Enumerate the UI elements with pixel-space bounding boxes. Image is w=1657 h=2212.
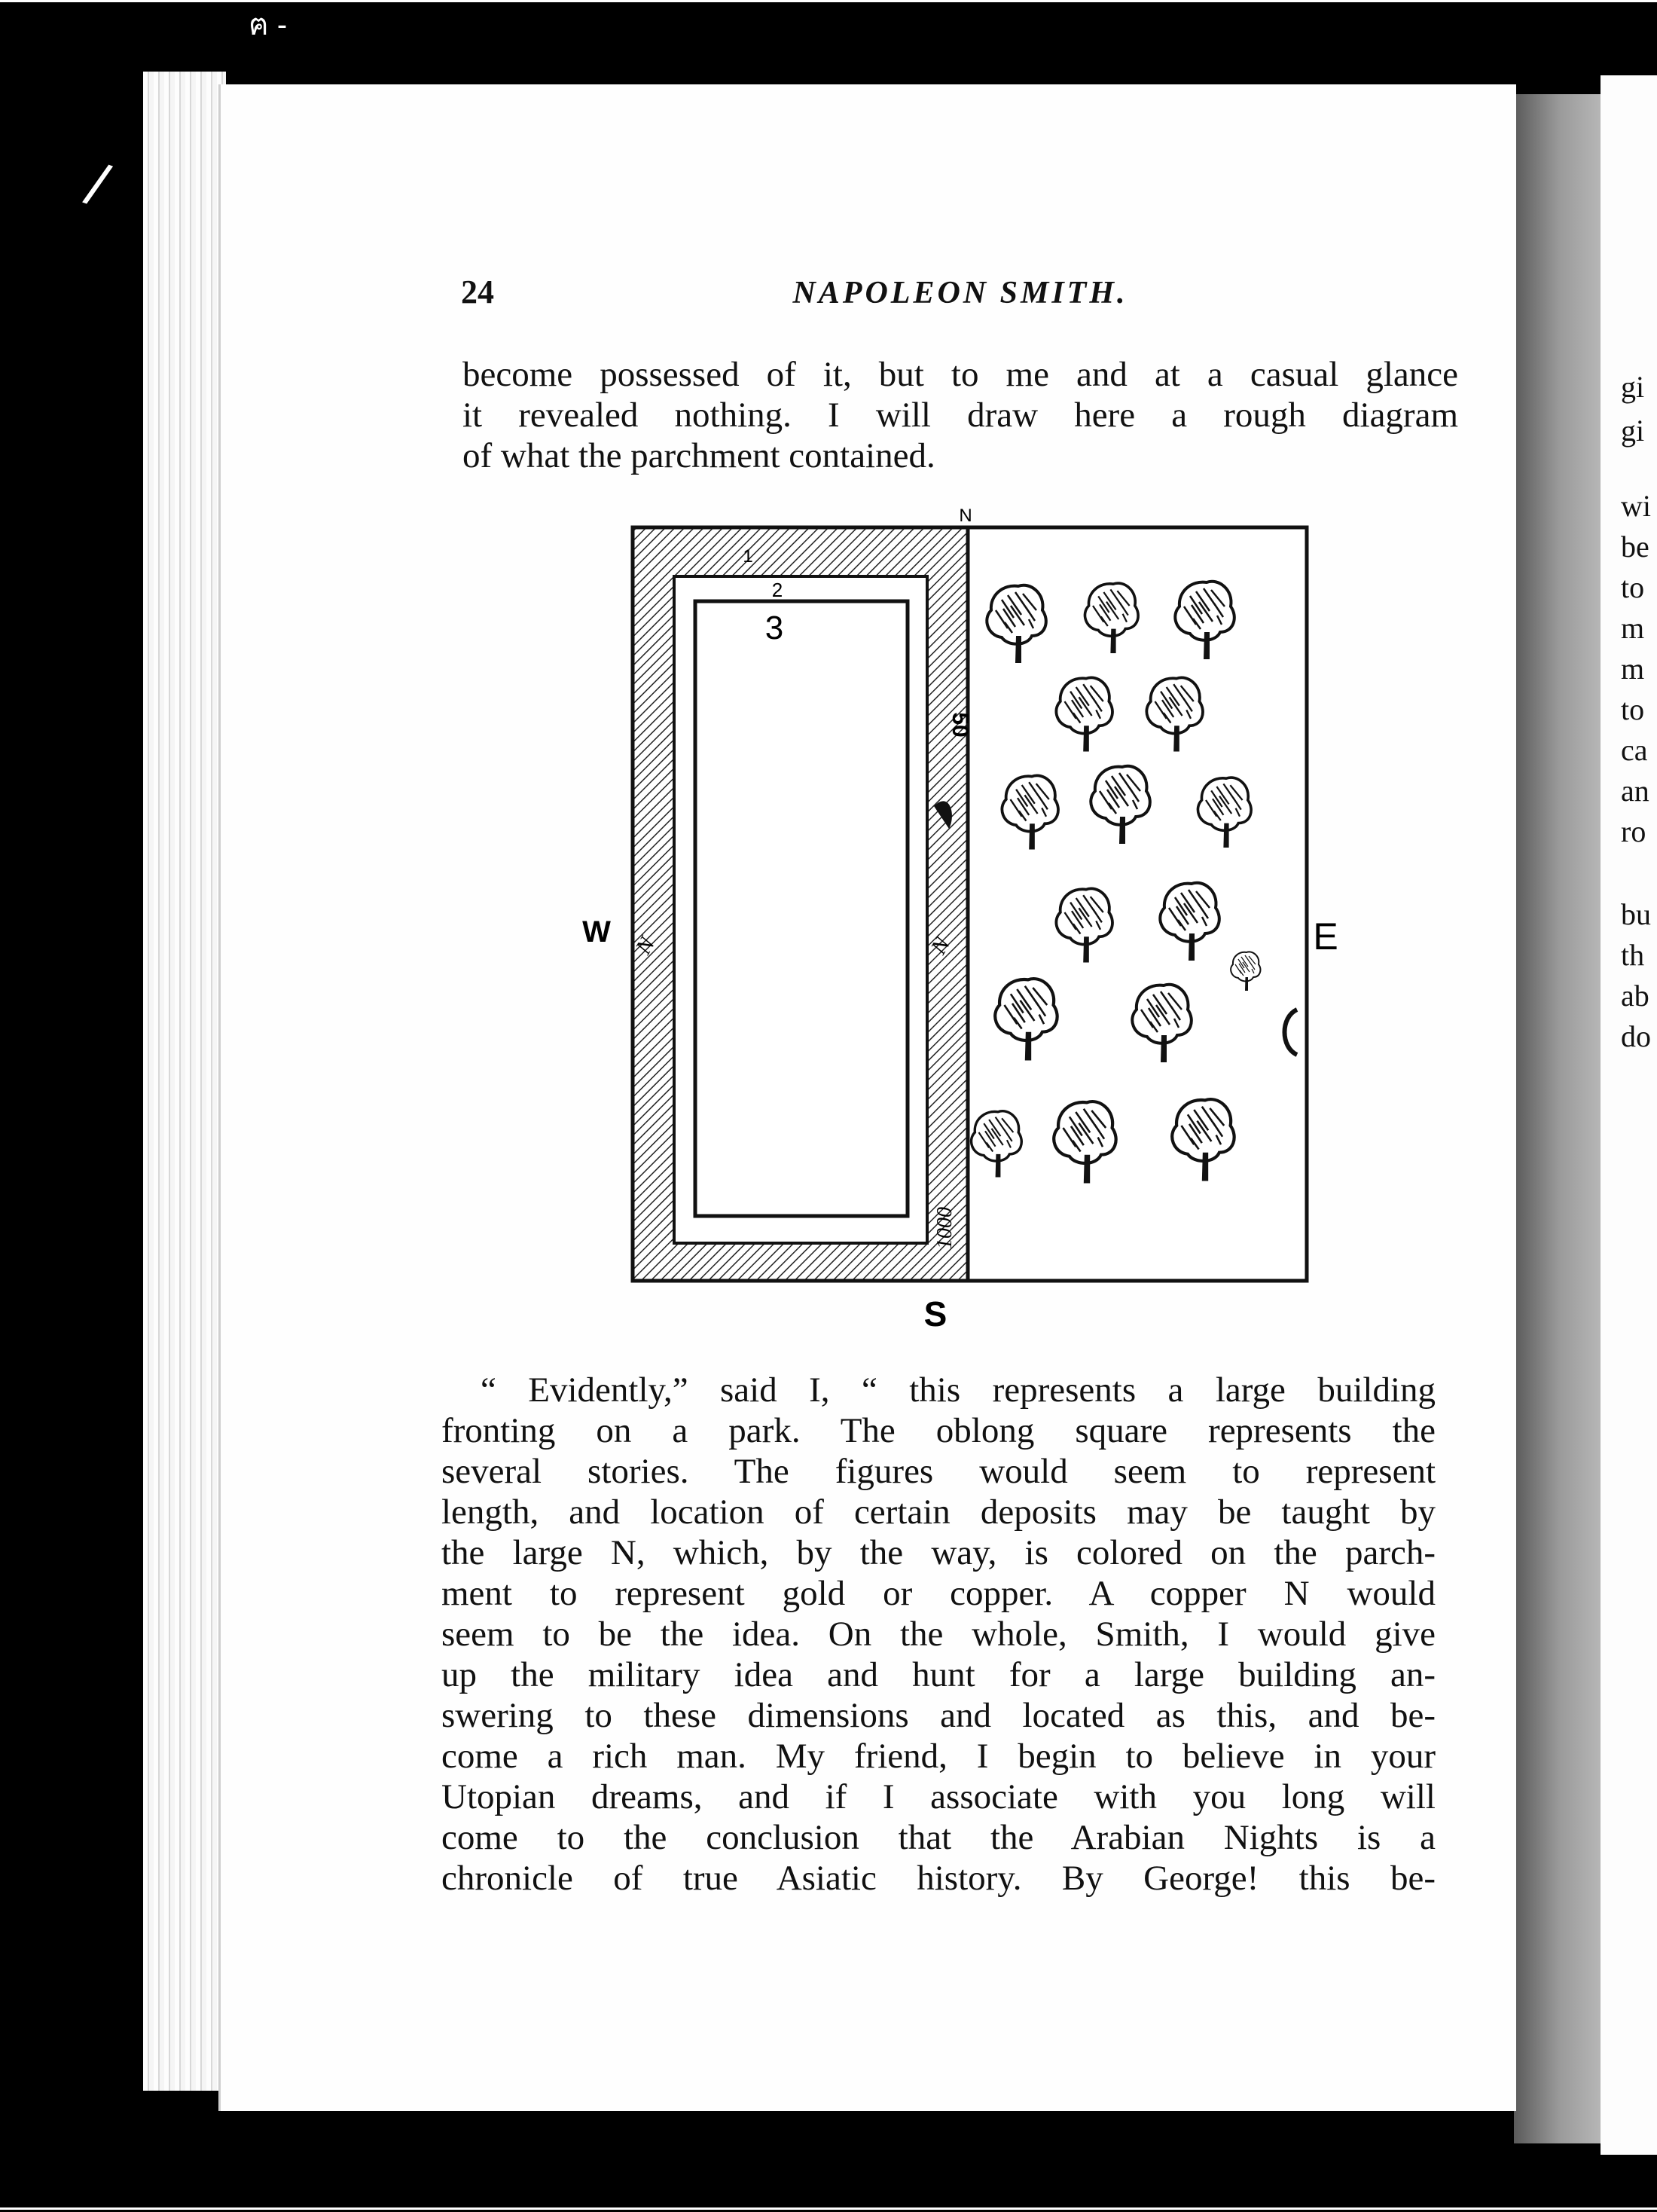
facing-fragment: ab xyxy=(1621,979,1649,1013)
label-middle-floor: 2 xyxy=(771,579,783,601)
parchment-diagram xyxy=(572,505,1338,1356)
page-stack-edge xyxy=(143,72,226,2091)
facing-fragment: wi xyxy=(1621,489,1651,523)
text-line: come a rich man. My friend, I begin to believe in your xyxy=(441,1737,1436,1776)
text-line: up the military idea and hunt for a large building an- xyxy=(441,1655,1436,1694)
label-west-n: N xyxy=(630,933,661,959)
facing-fragment: to xyxy=(1621,692,1645,726)
text-line: of what the parchment contained. xyxy=(462,436,935,475)
text-line: ment to represent gold or copper. A copper N would xyxy=(441,1574,1436,1613)
paragraph-bottom xyxy=(441,1370,1436,1899)
label-east-n: N xyxy=(926,933,956,959)
facing-fragment: m xyxy=(1621,611,1645,645)
scan-stripe-bottom xyxy=(0,2207,1657,2210)
label-outer-floor: 1 xyxy=(743,546,753,567)
paragraph-top xyxy=(462,354,1458,476)
text-line: “ Evidently,” said I, “ this represents a large building xyxy=(481,1370,1436,1410)
facing-fragment: gi xyxy=(1621,414,1645,448)
text-line: swering to these dimensions and located as this, and be- xyxy=(441,1696,1436,1735)
text-line: chronicle of true Asiatic history. By George! this be- xyxy=(441,1859,1436,1898)
scan-scribble-mark: ฅ - xyxy=(249,8,288,41)
label-inner-floor: 3 xyxy=(764,610,784,646)
facing-fragment: ca xyxy=(1621,733,1648,767)
facing-fragment: an xyxy=(1621,774,1649,808)
compass-north: N xyxy=(959,506,972,526)
facing-fragment: bu xyxy=(1621,897,1651,931)
facing-fragment: be xyxy=(1621,530,1649,564)
facing-fragment: m xyxy=(1621,652,1645,686)
scan-slash-mark: / xyxy=(78,150,117,220)
facing-fragment: do xyxy=(1621,1019,1651,1053)
text-line: several stories. The figures would seem to represent xyxy=(441,1452,1436,1491)
text-line: seem to be the idea. On the whole, Smith, I would give xyxy=(441,1615,1436,1654)
text-line: become possessed of it, but to me and at a casual glance xyxy=(462,355,1458,394)
facing-fragment: gi xyxy=(1621,370,1645,404)
compass-east: E xyxy=(1313,915,1338,958)
facing-fragment: to xyxy=(1621,570,1645,604)
text-line: fronting on a park. The oblong square represents the xyxy=(441,1411,1436,1450)
building-outline xyxy=(633,527,968,1281)
text-line: it revealed nothing. I will draw here a rough diagram xyxy=(462,396,1458,435)
compass-south: S xyxy=(923,1294,948,1334)
compass-west: W xyxy=(582,915,611,949)
label-east-bottom: 1000 xyxy=(933,1207,957,1249)
page-number: 24 xyxy=(461,273,494,310)
facing-fragment: th xyxy=(1621,938,1645,972)
text-line: Utopian dreams, and if I associate with you long will xyxy=(441,1777,1436,1816)
facing-fragment: ro xyxy=(1621,814,1646,848)
running-head-title: NAPOLEON SMITH. xyxy=(792,276,1128,310)
label-east-top: 50 xyxy=(948,712,972,738)
text-line: come to the conclusion that the Arabian Nights is a xyxy=(441,1818,1436,1857)
text-line: length, and location of certain deposits may be taught by xyxy=(441,1492,1436,1532)
text-line: the large N, which, by the way, is colored on the parch- xyxy=(441,1533,1436,1572)
